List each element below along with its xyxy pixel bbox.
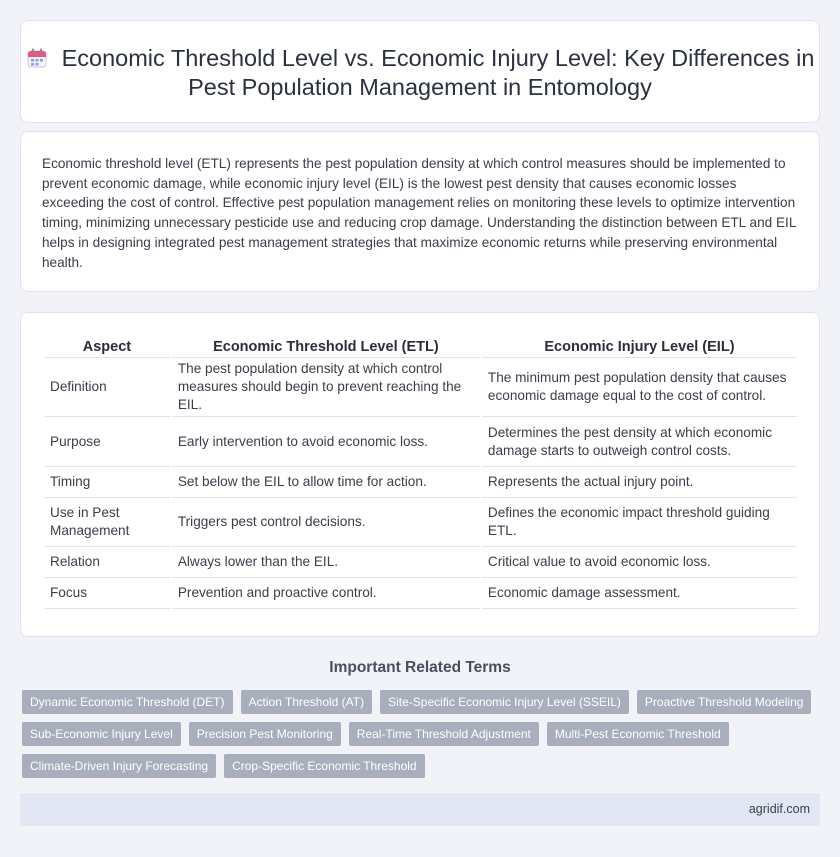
- related-term-tag[interactable]: Action Threshold (AT): [241, 690, 373, 714]
- comparison-table: [42, 333, 799, 609]
- calendar-icon: [26, 47, 48, 69]
- cell-etl: Prevention and proactive control.: [172, 578, 480, 609]
- comparison-card: [20, 312, 820, 637]
- table-row: [44, 547, 797, 578]
- cell-aspect: Focus: [44, 578, 170, 609]
- cell-etl: The pest population density at which control measures should begin to prevent reaching the EIL.: [172, 358, 480, 417]
- related-term-tag[interactable]: Precision Pest Monitoring: [189, 722, 341, 746]
- cell-etl: Early intervention to avoid economic loss.: [172, 417, 480, 467]
- related-term-tag[interactable]: Real-Time Threshold Adjustment: [349, 722, 539, 746]
- cell-eil: Represents the actual injury point.: [482, 467, 797, 498]
- cell-aspect: Relation: [44, 547, 170, 578]
- related-term-tag[interactable]: Crop-Specific Economic Threshold: [224, 754, 425, 778]
- table-row: [44, 467, 797, 498]
- page-title-text: Economic Threshold Level vs. Economic Injury Level: Key Differences in Pest Population Management in Entomology: [61, 45, 815, 100]
- related-term-tag[interactable]: Dynamic Economic Threshold (DET): [22, 690, 233, 714]
- cell-aspect: Definition: [44, 358, 170, 417]
- cell-eil: The minimum pest population density that causes economic damage equal to the cost of control.: [482, 358, 797, 417]
- title-card: [20, 20, 820, 123]
- footer-site-link[interactable]: agridif.com: [748, 802, 810, 816]
- table-row: [44, 578, 797, 609]
- cell-eil: Defines the economic impact threshold guiding ETL.: [482, 498, 797, 547]
- header-eil: Economic Injury Level (EIL): [482, 333, 797, 358]
- related-term-tag[interactable]: Climate-Driven Injury Forecasting: [22, 754, 216, 778]
- related-term-tag[interactable]: Proactive Threshold Modeling: [637, 690, 812, 714]
- related-term-tag[interactable]: Site-Specific Economic Injury Level (SSEIL): [380, 690, 629, 714]
- cell-eil: Determines the pest density at which economic damage starts to outweigh control costs.: [482, 417, 797, 467]
- table-row: [44, 358, 797, 417]
- related-term-tag[interactable]: Multi-Pest Economic Threshold: [547, 722, 729, 746]
- table-row: [44, 498, 797, 547]
- cell-etl: Triggers pest control decisions.: [172, 498, 480, 547]
- table-row: [44, 417, 797, 467]
- intro-paragraph: Economic threshold level (ETL) represents the pest population density at which control measures should be implemented to prevent economic damage, while economic injury level (EIL) is the lowest pest density that causes economic losses exceeding the cost of control. Effective pest population management relies on monitoring these levels to optimize intervention timing, minimizing unnecessary pesticide use and reducing crop damage. Understanding the distinction between ETL and EIL helps in designing integrated pest management strategies that maximize economic returns while preserving environmental health.: [42, 156, 796, 270]
- cell-etl: Always lower than the EIL.: [172, 547, 480, 578]
- table-header-row: [44, 333, 797, 358]
- cell-etl: Set below the EIL to allow time for action.: [172, 467, 480, 498]
- header-etl: Economic Threshold Level (ETL): [172, 333, 480, 358]
- related-terms-list: [22, 690, 822, 778]
- intro-card: [20, 131, 820, 292]
- related-term-tag[interactable]: Sub-Economic Injury Level: [22, 722, 181, 746]
- cell-aspect: Use in Pest Management: [44, 498, 170, 547]
- cell-aspect: Purpose: [44, 417, 170, 467]
- related-terms-title: Important Related Terms: [329, 659, 511, 676]
- header-aspect: Aspect: [44, 333, 170, 358]
- page-title: [21, 44, 819, 102]
- footer-bar: [20, 793, 820, 826]
- cell-aspect: Timing: [44, 467, 170, 498]
- cell-eil: Economic damage assessment.: [482, 578, 797, 609]
- cell-eil: Critical value to avoid economic loss.: [482, 547, 797, 578]
